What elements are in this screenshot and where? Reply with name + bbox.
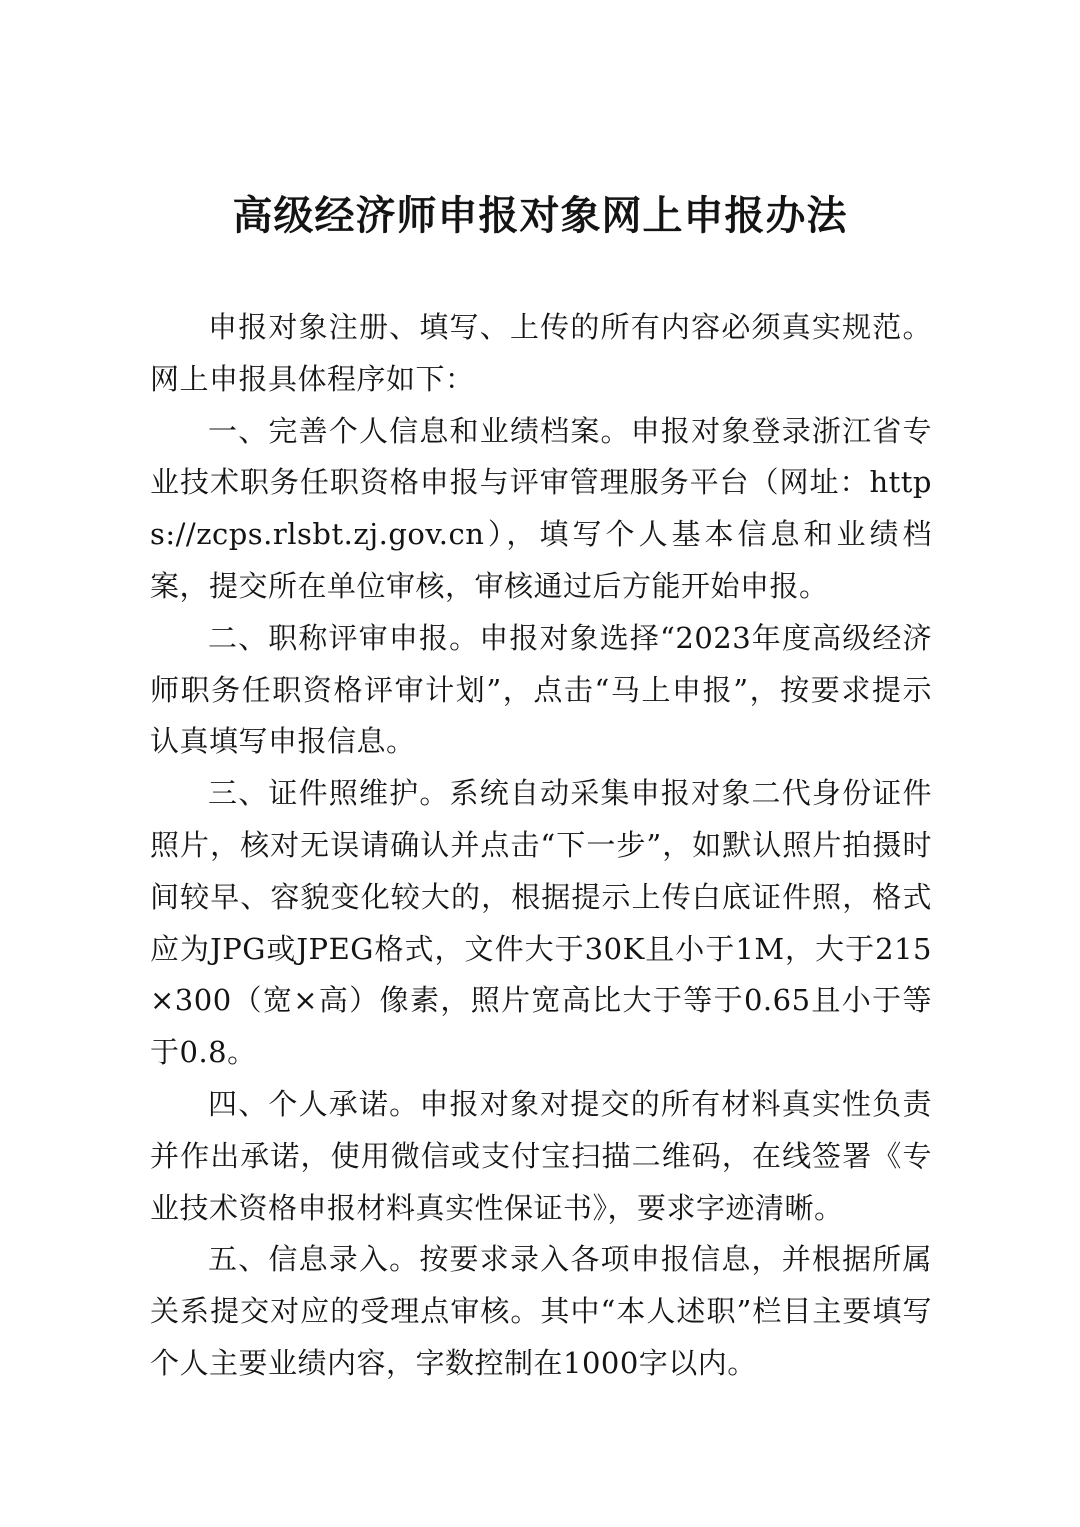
paragraph-step-3: 三、证件照维护。系统自动采集申报对象二代身份证件照片，核对无误请确认并点击“下一步”，如默认照片拍摄时间较早、容貌变化较大的，根据提示上传白底证件照，格式应为JPG或JPEG格式，文件大于30K且小于1M，大于215×300（宽×高）像素，照片宽高比大于等于0.65且小于等于0.8。 bbox=[150, 776, 932, 1070]
paragraph-step-5: 五、信息录入。按要求录入各项申报信息，并根据所属关系提交对应的受理点审核。其中“本人述职”栏目主要填写个人主要业绩内容，字数控制在1000字以内。 bbox=[150, 1242, 932, 1380]
paragraph-intro: 申报对象注册、填写、上传的所有内容必须真实规范。网上申报具体程序如下： bbox=[150, 310, 932, 396]
paragraph-step-1: 一、完善个人信息和业绩档案。申报对象登录浙江省专业技术职务任职资格申报与评审管理服务平台（网址：https://zcps.rlsbt.zj.gov.cn），填写个人基本信息和业绩档案，提交所在单位审核，审核通过后方能开始申报。 bbox=[150, 413, 932, 603]
paragraph-step-4: 四、个人承诺。申报对象对提交的所有材料真实性负责并作出承诺，使用微信或支付宝扫描二维码，在线签署《专业技术资格申报材料真实性保证书》，要求字迹清晰。 bbox=[150, 1086, 932, 1225]
paragraph-step-2: 二、职称评审申报。申报对象选择“2023年度高级经济师职务任职资格评审计划”，点击“马上申报”，按要求提示认真填写申报信息。 bbox=[150, 620, 932, 759]
document-title: 高级经济师申报对象网上申报办法 bbox=[232, 192, 848, 239]
document-body bbox=[150, 302, 932, 1390]
